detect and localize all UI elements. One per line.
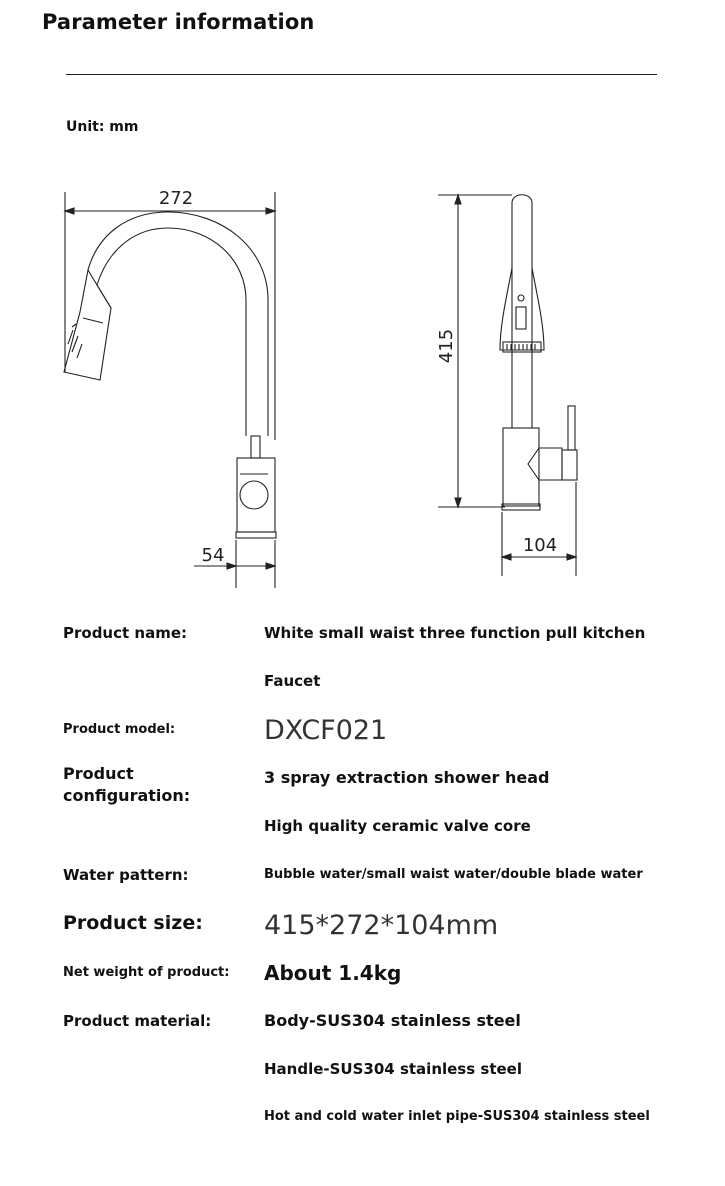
dim-width-label: 272	[158, 188, 194, 209]
page-title: Parameter information	[42, 10, 315, 34]
product-model-label: Product model:	[63, 722, 176, 737]
product-model-value: DXCF021	[264, 715, 388, 746]
dim-height-label: 415	[436, 328, 457, 364]
product-material-label: Product material:	[63, 1012, 212, 1030]
water-pattern-value: Bubble water/small waist water/double blade water	[264, 867, 643, 882]
product-size-label: Product size:	[63, 912, 203, 934]
product-material-value-1: Body-SUS304 stainless steel	[264, 1011, 521, 1030]
product-config-label-2: configuration:	[63, 786, 191, 805]
product-name-label: Product name:	[63, 624, 187, 642]
product-size-value: 415*272*104mm	[264, 910, 499, 941]
faucet-front-view	[64, 192, 276, 588]
product-config-value-2: High quality ceramic valve core	[264, 817, 531, 835]
unit-label: Unit: mm	[66, 119, 139, 135]
dim-depth-label: 104	[522, 535, 558, 556]
product-config-label-1: Product	[63, 764, 134, 783]
product-name-line1: White small waist three function pull kitchen	[264, 624, 646, 642]
product-config-value-1: 3 spray extraction shower head	[264, 768, 550, 787]
product-material-value-2: Handle-SUS304 stainless steel	[264, 1060, 522, 1078]
net-weight-value: About 1.4kg	[264, 961, 402, 985]
dim-base-label: 54	[201, 545, 225, 566]
faucet-side-view	[438, 195, 577, 576]
product-material-value-3: Hot and cold water inlet pipe-SUS304 stainless steel	[264, 1109, 650, 1124]
product-name-line2: Faucet	[264, 672, 321, 690]
net-weight-label: Net weight of product:	[63, 965, 230, 980]
water-pattern-label: Water pattern:	[63, 866, 189, 884]
